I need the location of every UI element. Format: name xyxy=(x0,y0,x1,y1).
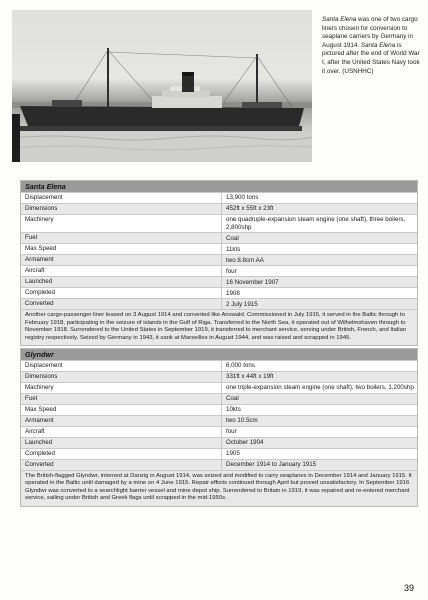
spec-row xyxy=(21,243,417,254)
spec-value: 452ft x 55ft x 23ft xyxy=(221,204,417,214)
spec-label: Converted xyxy=(25,300,54,308)
spec-value: two 10.5cm xyxy=(221,416,417,426)
spec-label: Aircraft xyxy=(25,267,45,275)
spec-row xyxy=(21,459,417,470)
spec-value: 1908 xyxy=(221,288,417,298)
spec-value: 16 November 1907 xyxy=(221,277,417,287)
spec-value: December 1914 to January 1915 xyxy=(221,460,417,470)
spec-value: October 1904 xyxy=(221,438,417,448)
spec-value: 2 July 1915 xyxy=(221,299,417,309)
spec-label: Aircraft xyxy=(25,428,45,435)
spec-value: Coal xyxy=(221,394,417,404)
spec-row xyxy=(21,404,417,415)
spec-value: 6,000 tons xyxy=(221,361,417,371)
spec-row xyxy=(21,276,417,287)
spec-label: Armament xyxy=(25,417,54,424)
spec-label: Machinery xyxy=(25,384,54,391)
spec-label: Completed xyxy=(25,289,55,297)
spec-value: two 8.8cm AA xyxy=(221,255,417,265)
caption-ship-name: Santa Elena xyxy=(322,16,357,23)
spec-value: one quadruple-expansion steam engine (one shaft), three boilers, 2,800shp xyxy=(221,215,417,232)
spec-label: Displacement xyxy=(25,194,63,201)
spec-label: Completed xyxy=(25,450,55,457)
spec-value: Coal xyxy=(221,233,417,243)
spec-value: four xyxy=(221,266,417,276)
spec-row xyxy=(21,415,417,426)
spec-row xyxy=(21,265,417,276)
spec-row xyxy=(21,298,417,309)
photo-caption xyxy=(322,16,420,76)
ship-photo xyxy=(12,10,312,162)
caption-text: is pictured after the end of World War I, after the United States Navy took it over. (USNHHC) xyxy=(322,41,420,75)
spec-row xyxy=(21,203,417,214)
spec-table-santa-elena xyxy=(20,180,418,346)
spec-row xyxy=(21,214,417,232)
caption-text: was one of two cargo liners chosen for conversion to seaplane carriers by Germany in August 1914. xyxy=(322,16,418,49)
spec-value: four xyxy=(221,427,417,437)
spec-notes: Another cargo-passenger liner leased on 3 August 1914 and converted like Answald. Commissioned in July 1915, it served in the Baltic through to February 1918, participating in the seizure of islands in the Gulf of Riga. Transferred to the North Sea, it operated out of Wilhelmshaven through to November 1918. Surrendered to the United States in September 1919, it transferred to merchant service, serving under British, French, and Italian registry respectively. Seized by Germany in 1943, it sank at Marseilles in August 1944, and was raised and scrapped in 1945. xyxy=(21,309,417,345)
caption-ship-name: Santa Elena xyxy=(360,41,396,49)
spec-label: Armament xyxy=(25,256,54,264)
spec-row xyxy=(21,448,417,459)
spec-label: Launched xyxy=(25,439,53,446)
spec-row xyxy=(21,254,417,265)
spec-value: one triple-expansion steam engine (one shaft), two boilers, 1,200shp xyxy=(221,383,417,393)
spec-label: Dimensions xyxy=(25,373,58,380)
spec-label: Converted xyxy=(25,461,54,468)
spec-label: Fuel xyxy=(25,395,38,402)
spec-table-glyndwr xyxy=(20,348,418,507)
spec-label: Launched xyxy=(25,278,53,286)
spec-row xyxy=(21,426,417,437)
spec-label: Dimensions xyxy=(25,205,58,212)
spec-table-title: Glyndwr xyxy=(21,349,417,360)
spec-value: 331ft x 44ft x 19ft xyxy=(221,372,417,382)
spec-row xyxy=(21,371,417,382)
spec-table-title: Santa Elena xyxy=(21,181,417,192)
spec-row xyxy=(21,382,417,393)
spec-row xyxy=(21,192,417,203)
spec-label: Max Speed xyxy=(25,245,57,253)
spec-label: Fuel xyxy=(25,234,38,242)
spec-row xyxy=(21,393,417,404)
spec-value: 11kts xyxy=(221,244,417,254)
spec-row xyxy=(21,232,417,243)
spec-label: Displacement xyxy=(25,362,63,369)
spec-row xyxy=(21,360,417,371)
spec-value: 1905 xyxy=(221,449,417,459)
spec-row xyxy=(21,437,417,448)
spec-label: Machinery xyxy=(25,216,54,223)
spec-label: Max Speed xyxy=(25,406,57,413)
spec-value: 10kts xyxy=(221,405,417,415)
spec-row xyxy=(21,287,417,298)
page-number: 39 xyxy=(403,583,414,593)
spec-value: 13,900 tons xyxy=(221,193,417,203)
spec-notes: The British-flagged Glyndwr, interned at Danzig in August 1914, was seized and modified to carry seaplanes in December 1914 and January 1915. It operated in the Baltic until damaged by a mine on 4 June 1915. Repair efforts continued through April but proved unsatisfactory. In September 1916 Glyndwr was converted to a searchlight barrier vessel and mine depot ship. Surrendered to Britain in 1919, it was repaired and re-entered merchant service, sailing under British and Greek flags until scrapped in the mid-1950s. xyxy=(21,470,417,506)
